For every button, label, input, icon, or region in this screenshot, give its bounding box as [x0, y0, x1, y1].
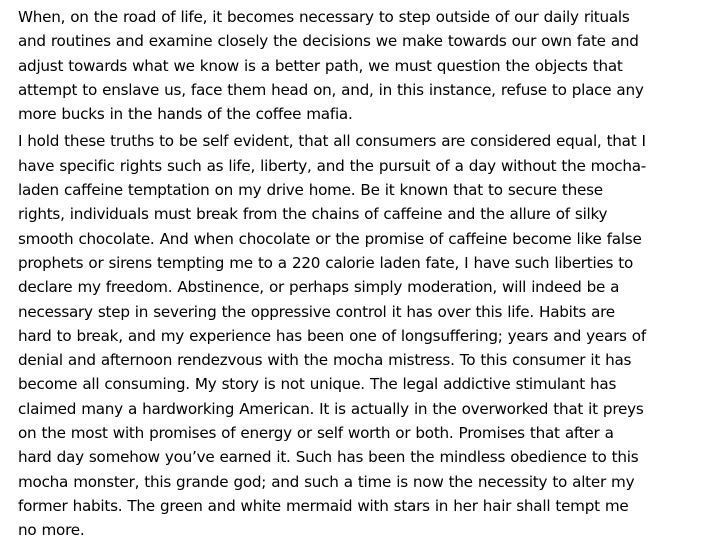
text-line: When, on the road of life, it becomes necessary to step outside of our daily rituals: [18, 8, 630, 26]
text-line: no more.: [18, 521, 85, 540]
text-line: I hold these truths to be self evident, that all consumers are considered equal, that I: [18, 132, 646, 151]
text-line: necessary step in severing the oppressive control it has over this life. Habits are: [18, 302, 615, 321]
text-line: rights, individuals must break from the chains of caffeine and the allure of silky: [18, 205, 608, 224]
text-line: on the most with promises of energy or self worth or both. Promises that after a: [18, 424, 614, 443]
text-line: attempt to enslave us, face them head on, and, in this instance, refuse to place any: [18, 80, 644, 99]
text-line: adjust towards what we know is a better path, we must question the objects that: [18, 56, 623, 75]
text-line: mocha monster, this grande god; and such a time is now the necessity to alter my: [18, 472, 635, 491]
paragraph-intro: [18, 5, 706, 126]
text-line: declare my freedom. Abstinence, or perhaps simply moderation, will indeed be a: [18, 278, 620, 297]
text-line: claimed many a hardworking American. It is actually in the overworked that it preys: [18, 399, 644, 418]
text-line: and routines and examine closely the decisions we make towards our own fate and: [18, 32, 639, 51]
text-line: former habits. The green and white mermaid with stars in her hair shall tempt me: [18, 496, 629, 515]
text-line: more bucks in the hands of the coffee mafia.: [18, 105, 353, 124]
text-line: prophets or sirens tempting me to a 220 calorie laden fate, I have such liberties to: [18, 253, 634, 272]
text-line: hard to break, and my experience has been one of longsuffering; years and years of: [18, 326, 646, 345]
text-line: become all consuming. My story is not unique. The legal addictive stimulant has: [18, 375, 617, 394]
text-line: denial and afternoon rendezvous with the mocha mistress. To this consumer it has: [18, 351, 632, 370]
text-line: smooth chocolate. And when chocolate or the promise of caffeine become like false: [18, 229, 642, 248]
paragraph-declaration: [18, 129, 706, 542]
text-line: hard day somehow you’ve earned it. Such has been the mindless obedience to this: [18, 448, 639, 467]
text-line: have specific rights such as life, liberty, and the pursuit of a day without the mocha-: [18, 156, 647, 175]
text-line: laden caffeine temptation on my drive home. Be it known that to secure these: [18, 181, 603, 200]
